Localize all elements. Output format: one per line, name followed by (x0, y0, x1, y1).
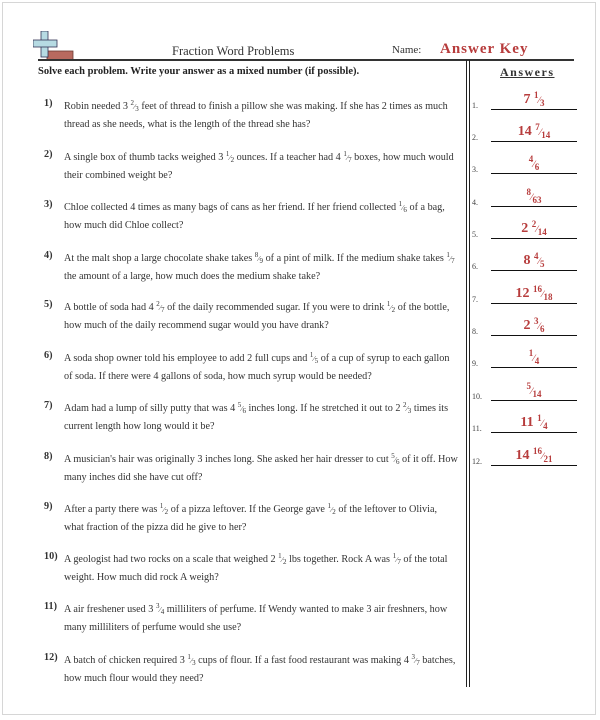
fraction: $^1⁄_3$ (533, 90, 545, 108)
answer-number: 4. (472, 198, 478, 207)
fraction: $^2⁄_7$ (156, 300, 165, 314)
answer-blank-line (491, 432, 577, 433)
problem-text: Robin needed 3 $^2⁄_3$ feet of thread to finish a pillow she was making. If she has 2 times as much thread as she needs, what is the length of the thread she has? (64, 99, 448, 130)
problem-number: 10) (44, 551, 58, 562)
answers-heading: Answers (500, 65, 555, 79)
answer-number: 3. (472, 165, 478, 174)
fraction: $^5⁄_6$ (391, 452, 400, 466)
fraction: $^1⁄_2$ (327, 502, 336, 516)
answer-value: 14 $^7⁄_{14}$ (517, 122, 551, 140)
answer-row (472, 283, 587, 307)
plus-sign-logo-icon (33, 31, 75, 61)
answer-blank-line (491, 335, 577, 336)
answer-blank-line (491, 270, 577, 271)
answer-blank-line (491, 303, 577, 304)
fraction: $^4⁄_6$ (528, 154, 540, 172)
answer-row (472, 153, 587, 177)
problem-text: At the malt shop a large chocolate shake takes $^8⁄_9$ of a pint of milk. If the medium shake takes $^1⁄_7$ the amount of a large, how much does the medium shake take? (64, 251, 455, 282)
answer-blank-line (491, 173, 577, 174)
answer-number: 9. (472, 359, 478, 368)
fraction: $^2⁄_3$ (403, 401, 412, 415)
answer-blank-line (491, 465, 577, 466)
fraction: $^3⁄_7$ (411, 653, 420, 667)
fraction: $^4⁄_5$ (533, 251, 545, 269)
answer-number: 8. (472, 327, 478, 336)
answer-value (491, 154, 577, 172)
fraction: $^3⁄_6$ (533, 316, 545, 334)
answer-value (491, 381, 577, 399)
fraction: $^2⁄_{14}$ (531, 219, 547, 237)
problem-text: A musician's hair was originally 3 inches long. She asked her hair dresser to cut $^5⁄_6$ of it off. How many inches did she have cut off? (64, 452, 458, 483)
problem-number: 2) (44, 149, 53, 160)
answer-row (472, 186, 587, 210)
answer-blank-line (491, 141, 577, 142)
fraction: $^1⁄_4$ (537, 413, 548, 431)
answer-row (472, 347, 587, 371)
instructions: Solve each problem. Write your answer as a mixed number (if possible). (38, 66, 360, 77)
answer-row (472, 89, 587, 113)
problem-number: 9) (44, 501, 53, 512)
answer-number: 10. (472, 392, 482, 401)
answer-blank-line (491, 400, 577, 401)
fraction: $^5⁄_{14}$ (526, 381, 542, 399)
problem-text: A air freshener used 3 $^3⁄_4$ milliliters of perfume. If Wendy wanted to make 3 air freshners, how many milliliters of perfume would she use? (64, 602, 448, 633)
answer-row (472, 218, 587, 242)
answer-blank-line (491, 109, 577, 110)
fraction: $^8⁄_9$ (254, 251, 264, 265)
problem-number: 1) (44, 98, 53, 109)
problem-number: 4) (44, 250, 53, 261)
fraction: $^2⁄_3$ (130, 99, 139, 113)
problem-text: Adam had a lump of silly putty that was 4 $^5⁄_6$ inches long. If he stretched it out to 2 $^2⁄_3$ times its current length how long would it be? (64, 401, 449, 432)
problem-text: A bottle of soda had 4 $^2⁄_7$ of the daily recommended sugar. If you were to drink $^1⁄_2$ of the bottle, how much of the daily recommend sugar would you have drank? (64, 300, 450, 331)
answer-blank-line (491, 206, 577, 207)
name-label: Name: (392, 44, 422, 56)
fraction: $^7⁄_{14}$ (535, 122, 551, 140)
answer-row (472, 412, 587, 436)
problem-number: 8) (44, 451, 53, 462)
problem-number: 12) (44, 652, 58, 663)
answer-value: 11 $^1⁄_4$ (520, 413, 548, 431)
fraction: $^1⁄_2$ (386, 300, 396, 314)
answer-value (491, 348, 577, 366)
problem-text: A batch of chicken required 3 $^1⁄_3$ cups of flour. If a fast food restaurant was making 4 $^3⁄_7$ batches, how much flour would they need? (64, 653, 456, 684)
problem-text: After a party there was $^1⁄_2$ of a pizza leftover. If the George gave $^1⁄_2$ of the leftover to Olivia, what fraction of the pizza did he give to her? (64, 502, 438, 533)
answer-number: 2. (472, 133, 478, 142)
fraction: $^1⁄_7$ (343, 150, 352, 164)
answer-number: 6. (472, 262, 478, 271)
fraction: $^5⁄_6$ (237, 401, 246, 415)
answer-row (472, 250, 587, 274)
answer-value (491, 187, 577, 205)
answer-value: 2 $^2⁄_{14}$ (521, 219, 547, 237)
problem-number: 11) (44, 601, 58, 612)
problem-number: 5) (44, 299, 53, 310)
fraction: $^1⁄_3$ (187, 653, 196, 667)
answer-value: 8 $^4⁄_5$ (523, 251, 545, 269)
answer-blank-line (491, 367, 577, 368)
fraction: $^1⁄_7$ (446, 251, 455, 265)
fraction: $^8⁄_{63}$ (526, 187, 542, 205)
answer-number: 11. (472, 424, 482, 433)
answer-value: 12 $^{16}⁄_{18}$ (515, 284, 553, 302)
answer-value: 7 $^1⁄_3$ (523, 90, 545, 108)
column-divider (466, 60, 470, 687)
fraction: $^1⁄_6$ (398, 200, 407, 214)
fraction: $^1⁄_2$ (159, 502, 169, 516)
fraction: $^{16}⁄_{21}$ (532, 446, 553, 464)
answer-row (472, 380, 587, 404)
header-rule (38, 59, 574, 61)
answer-row (472, 121, 587, 145)
answer-number: 5. (472, 230, 478, 239)
fraction: $^{16}⁄_{18}$ (532, 284, 553, 302)
name-value-answer-key: Answer Key (440, 41, 529, 57)
fraction: $^1⁄_2$ (278, 552, 287, 566)
problem-number: 3) (44, 199, 53, 210)
answer-row (472, 315, 587, 339)
answer-number: 12. (472, 457, 482, 466)
document-title: Fraction Word Problems (172, 44, 295, 58)
fraction: $^1⁄_7$ (392, 552, 401, 566)
answer-number: 1. (472, 101, 478, 110)
answer-blank-line (491, 238, 577, 239)
answer-value: 2 $^3⁄_6$ (523, 316, 545, 334)
problem-text: A geologist had two rocks on a scale that weighed 2 $^1⁄_2$ lbs together. Rock A was $^1⁄_7$ of the total weight. How much did rock A weigh? (64, 552, 448, 583)
fraction: $^3⁄_4$ (155, 602, 165, 616)
answer-row (472, 445, 587, 469)
problem-number: 6) (44, 350, 53, 361)
answer-number: 7. (472, 295, 478, 304)
answer-value: 14 $^{16}⁄_{21}$ (515, 446, 553, 464)
fraction: $^1⁄_2$ (225, 150, 235, 164)
fraction: $^1⁄_4$ (528, 348, 540, 366)
problem-text: A single box of thumb tacks weighed 3 $^1⁄_2$ ounces. If a teacher had 4 $^1⁄_7$ boxes, how much would their combined weight be? (64, 150, 454, 181)
problem-number: 7) (44, 400, 53, 411)
problem-text: A soda shop owner told his employee to add 2 full cups and $^1⁄_5$ of a cup of syrup to each gallon of soda. If there were 4 gallons of soda, how much syrup would be needed? (64, 351, 450, 382)
problem-text: Chloe collected 4 times as many bags of cans as her friend. If her friend collected $^1⁄_6$ of a bag, how much did Chloe collect? (64, 200, 445, 231)
fraction: $^1⁄_5$ (309, 351, 319, 365)
